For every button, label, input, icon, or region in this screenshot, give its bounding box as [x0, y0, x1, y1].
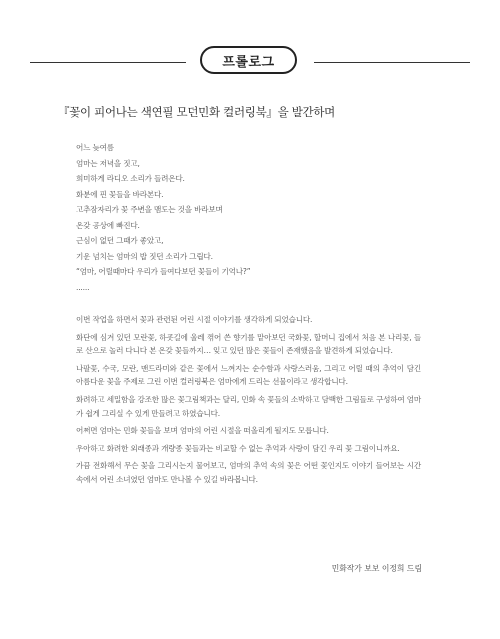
poem-line: 희미하게 라디오 소리가 들려온다. — [76, 174, 185, 183]
poem-line: 엄마는 저녁을 짓고, — [76, 158, 140, 168]
header-rule-left — [30, 62, 186, 63]
prose-block — [76, 313, 421, 491]
poem-block — [76, 140, 456, 295]
prologue-label: 프롤로그 — [200, 46, 297, 74]
poem-line: 화분에 핀 꽃들을 바라본다. — [76, 189, 164, 199]
paragraph: 어쩌면 엄마는 민화 꽃들을 보며 엄마의 어린 시절을 떠올리게 될지도 모릅니다. — [76, 426, 329, 436]
paragraph: 가끔 전화해서 무슨 꽃을 그리시는지 물어보고, 엄마의 추억 속의 꽃은 어떤 꽃인지도 이야기 들어보는 시간 속에서 어린 소녀였던 엄마도 만나볼 수 있길 바라봅니다. — [76, 461, 421, 484]
poem-line: 고추잠자리가 꽃 주변을 맴도는 것을 바라보며 — [76, 205, 223, 214]
poem-line: 기운 넘치는 엄마의 밥 짓던 소리가 그립다. — [76, 251, 213, 261]
signature: 민화작가 보보 이정희 드림 — [331, 564, 422, 573]
header-rule-right — [314, 62, 470, 63]
poem-line: “엄마, 어릴때마다 우리가 들여다보던 꽃들이 기억나?” — [76, 267, 251, 276]
paragraph: 이번 작업을 하면서 꽃과 관련된 어린 시절 이야기를 생각하게 되었습니다. — [76, 315, 313, 324]
poem-line: 온갖 공상에 빠진다. — [76, 220, 140, 230]
poem-line: 근심이 없던 그때가 좋았고, — [76, 236, 164, 245]
poem-line: ...... — [76, 282, 90, 292]
paragraph: 나팔꽃, 수국, 모란, 맨드라미와 같은 꽃에서 느껴지는 순수함과 사랑스러움, 그리고 어릴 때의 추억이 담긴 아름다운 꽃을 주제로 그린 이번 컬러링북은 엄마에게 드리는 선물이라고 생각합니다. — [76, 363, 421, 387]
paragraph: 화단에 심겨 있던 모란꽃, 하굣길에 울레 꺾어 쓴 향기를 맡아보던 국화꽃, 할머니 집에서 처음 본 나리꽃, 들로 산으로 놀러 다니다 본 온갖 꽃들까지… 잊고 있던 많은 꽃들이 존재했음을 발견하게 되었습니다. — [76, 332, 421, 356]
poem-line: 어느 늦여름 — [76, 143, 114, 152]
prologue-header — [30, 45, 470, 79]
page-title: 『꽃이 피어나는 색연필 모던민화 컬러링북』을 발간하며 — [58, 105, 335, 119]
paragraph: 우아하고 화려한 외래종과 개량종 꽃들과는 비교할 수 없는 추억과 사랑이 담긴 우리 꽃 그림이니까요. — [76, 443, 400, 453]
paragraph: 화려하고 세밀함을 강조한 많은 꽃그림책과는 달리, 민화 속 꽃들의 소박하고 담백한 그림들로 구성하여 엄마가 쉽게 그리실 수 있게 만들려고 하였습니다. — [76, 394, 421, 418]
